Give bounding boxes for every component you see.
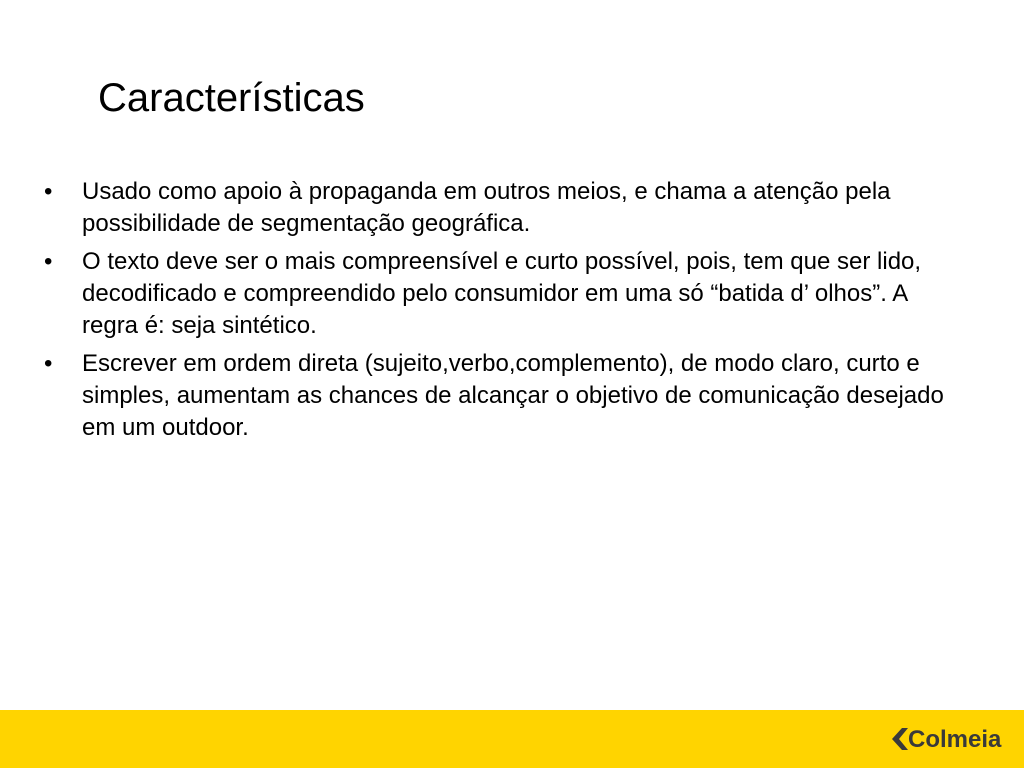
footer-bar	[0, 710, 1024, 768]
bullet-marker: •	[44, 248, 53, 275]
bullet-marker: •	[44, 178, 53, 205]
bullet-item	[44, 246, 954, 342]
bullet-text: O texto deve ser o mais compreensível e curto possível, pois, tem que ser lido, decodificado e compreendido pelo consumidor em uma só “batida d’ olhos”. A regra é: seja sintético.	[82, 248, 922, 339]
logo-c-mark	[892, 728, 908, 750]
logo-wordmark: Colmeia	[908, 726, 1002, 753]
colmeia-logo	[884, 724, 1008, 754]
slide-title: Características	[98, 76, 365, 120]
bullet-marker: •	[44, 350, 53, 377]
bullet-item	[44, 176, 954, 240]
bullet-item	[44, 348, 954, 444]
bullet-text: Usado como apoio à propaganda em outros meios, e chama a atenção pela possibilidade de segmentação geográfica.	[82, 178, 891, 237]
bullet-list	[44, 176, 954, 450]
bullet-text: Escrever em ordem direta (sujeito,verbo,complemento), de modo claro, curto e simples, aumentam as chances de alcançar o objetivo de comunicação desejado em um outdoor.	[82, 350, 944, 441]
